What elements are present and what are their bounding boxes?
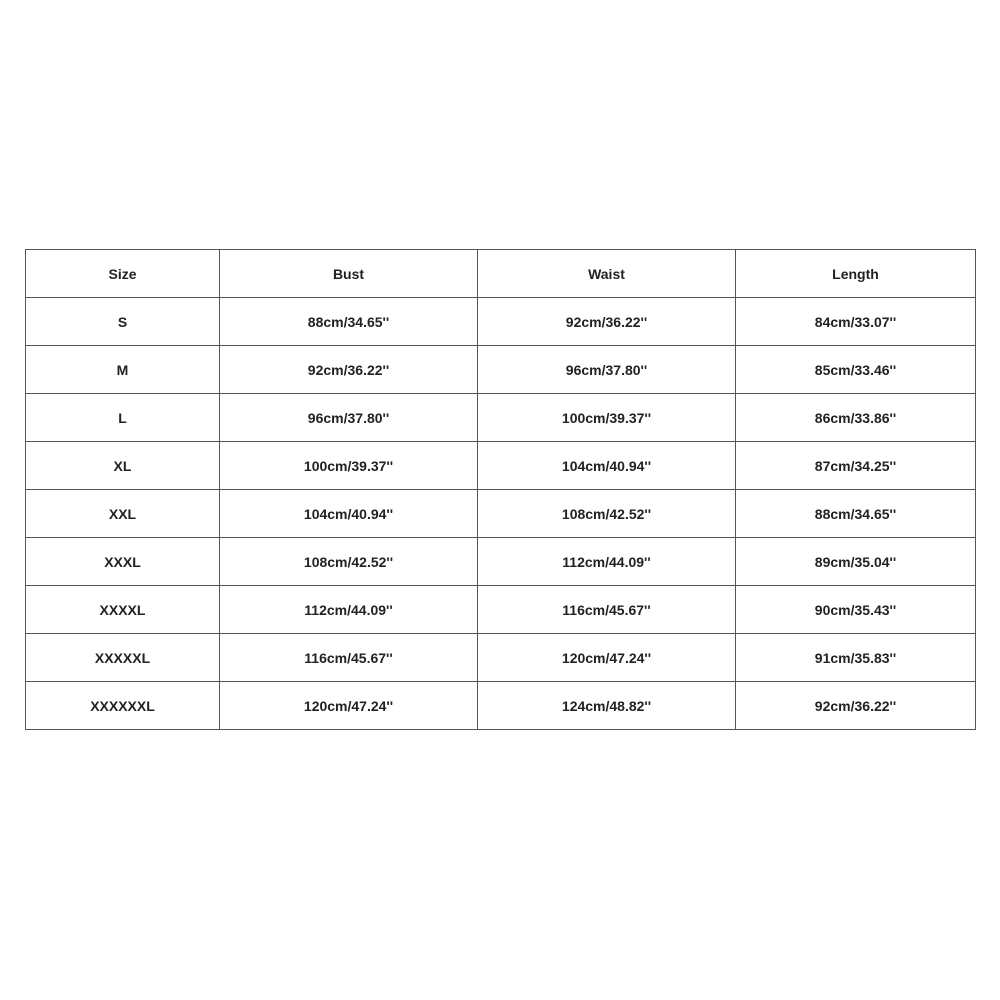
size-cell: XXXL [26,538,220,586]
bust-cell: 104cm/40.94'' [220,490,478,538]
table-row [26,298,976,346]
bust-cell: 88cm/34.65'' [220,298,478,346]
waist-cell: 96cm/37.80'' [478,346,736,394]
length-cell: 90cm/35.43'' [736,586,976,634]
size-chart-table [25,249,976,730]
table-row [26,538,976,586]
bust-cell: 92cm/36.22'' [220,346,478,394]
bust-cell: 96cm/37.80'' [220,394,478,442]
length-cell: 86cm/33.86'' [736,394,976,442]
length-cell: 92cm/36.22'' [736,682,976,730]
header-length: Length [736,250,976,298]
waist-cell: 108cm/42.52'' [478,490,736,538]
table-row [26,346,976,394]
table-row [26,442,976,490]
table-header [26,250,976,298]
length-cell: 88cm/34.65'' [736,490,976,538]
header-size: Size [26,250,220,298]
size-cell: S [26,298,220,346]
bust-cell: 108cm/42.52'' [220,538,478,586]
table-row [26,682,976,730]
size-cell: XXXXXXL [26,682,220,730]
size-cell: L [26,394,220,442]
length-cell: 85cm/33.46'' [736,346,976,394]
size-cell: M [26,346,220,394]
waist-cell: 124cm/48.82'' [478,682,736,730]
table-row [26,634,976,682]
table-row [26,394,976,442]
table-body [26,298,976,730]
length-cell: 87cm/34.25'' [736,442,976,490]
table-row [26,490,976,538]
size-cell: XL [26,442,220,490]
bust-cell: 112cm/44.09'' [220,586,478,634]
waist-cell: 120cm/47.24'' [478,634,736,682]
waist-cell: 104cm/40.94'' [478,442,736,490]
waist-cell: 100cm/39.37'' [478,394,736,442]
bust-cell: 116cm/45.67'' [220,634,478,682]
size-cell: XXXXL [26,586,220,634]
bust-cell: 100cm/39.37'' [220,442,478,490]
waist-cell: 112cm/44.09'' [478,538,736,586]
bust-cell: 120cm/47.24'' [220,682,478,730]
header-bust: Bust [220,250,478,298]
waist-cell: 92cm/36.22'' [478,298,736,346]
header-row [26,250,976,298]
length-cell: 84cm/33.07'' [736,298,976,346]
waist-cell: 116cm/45.67'' [478,586,736,634]
size-cell: XXL [26,490,220,538]
table-row [26,586,976,634]
length-cell: 91cm/35.83'' [736,634,976,682]
header-waist: Waist [478,250,736,298]
length-cell: 89cm/35.04'' [736,538,976,586]
size-cell: XXXXXL [26,634,220,682]
